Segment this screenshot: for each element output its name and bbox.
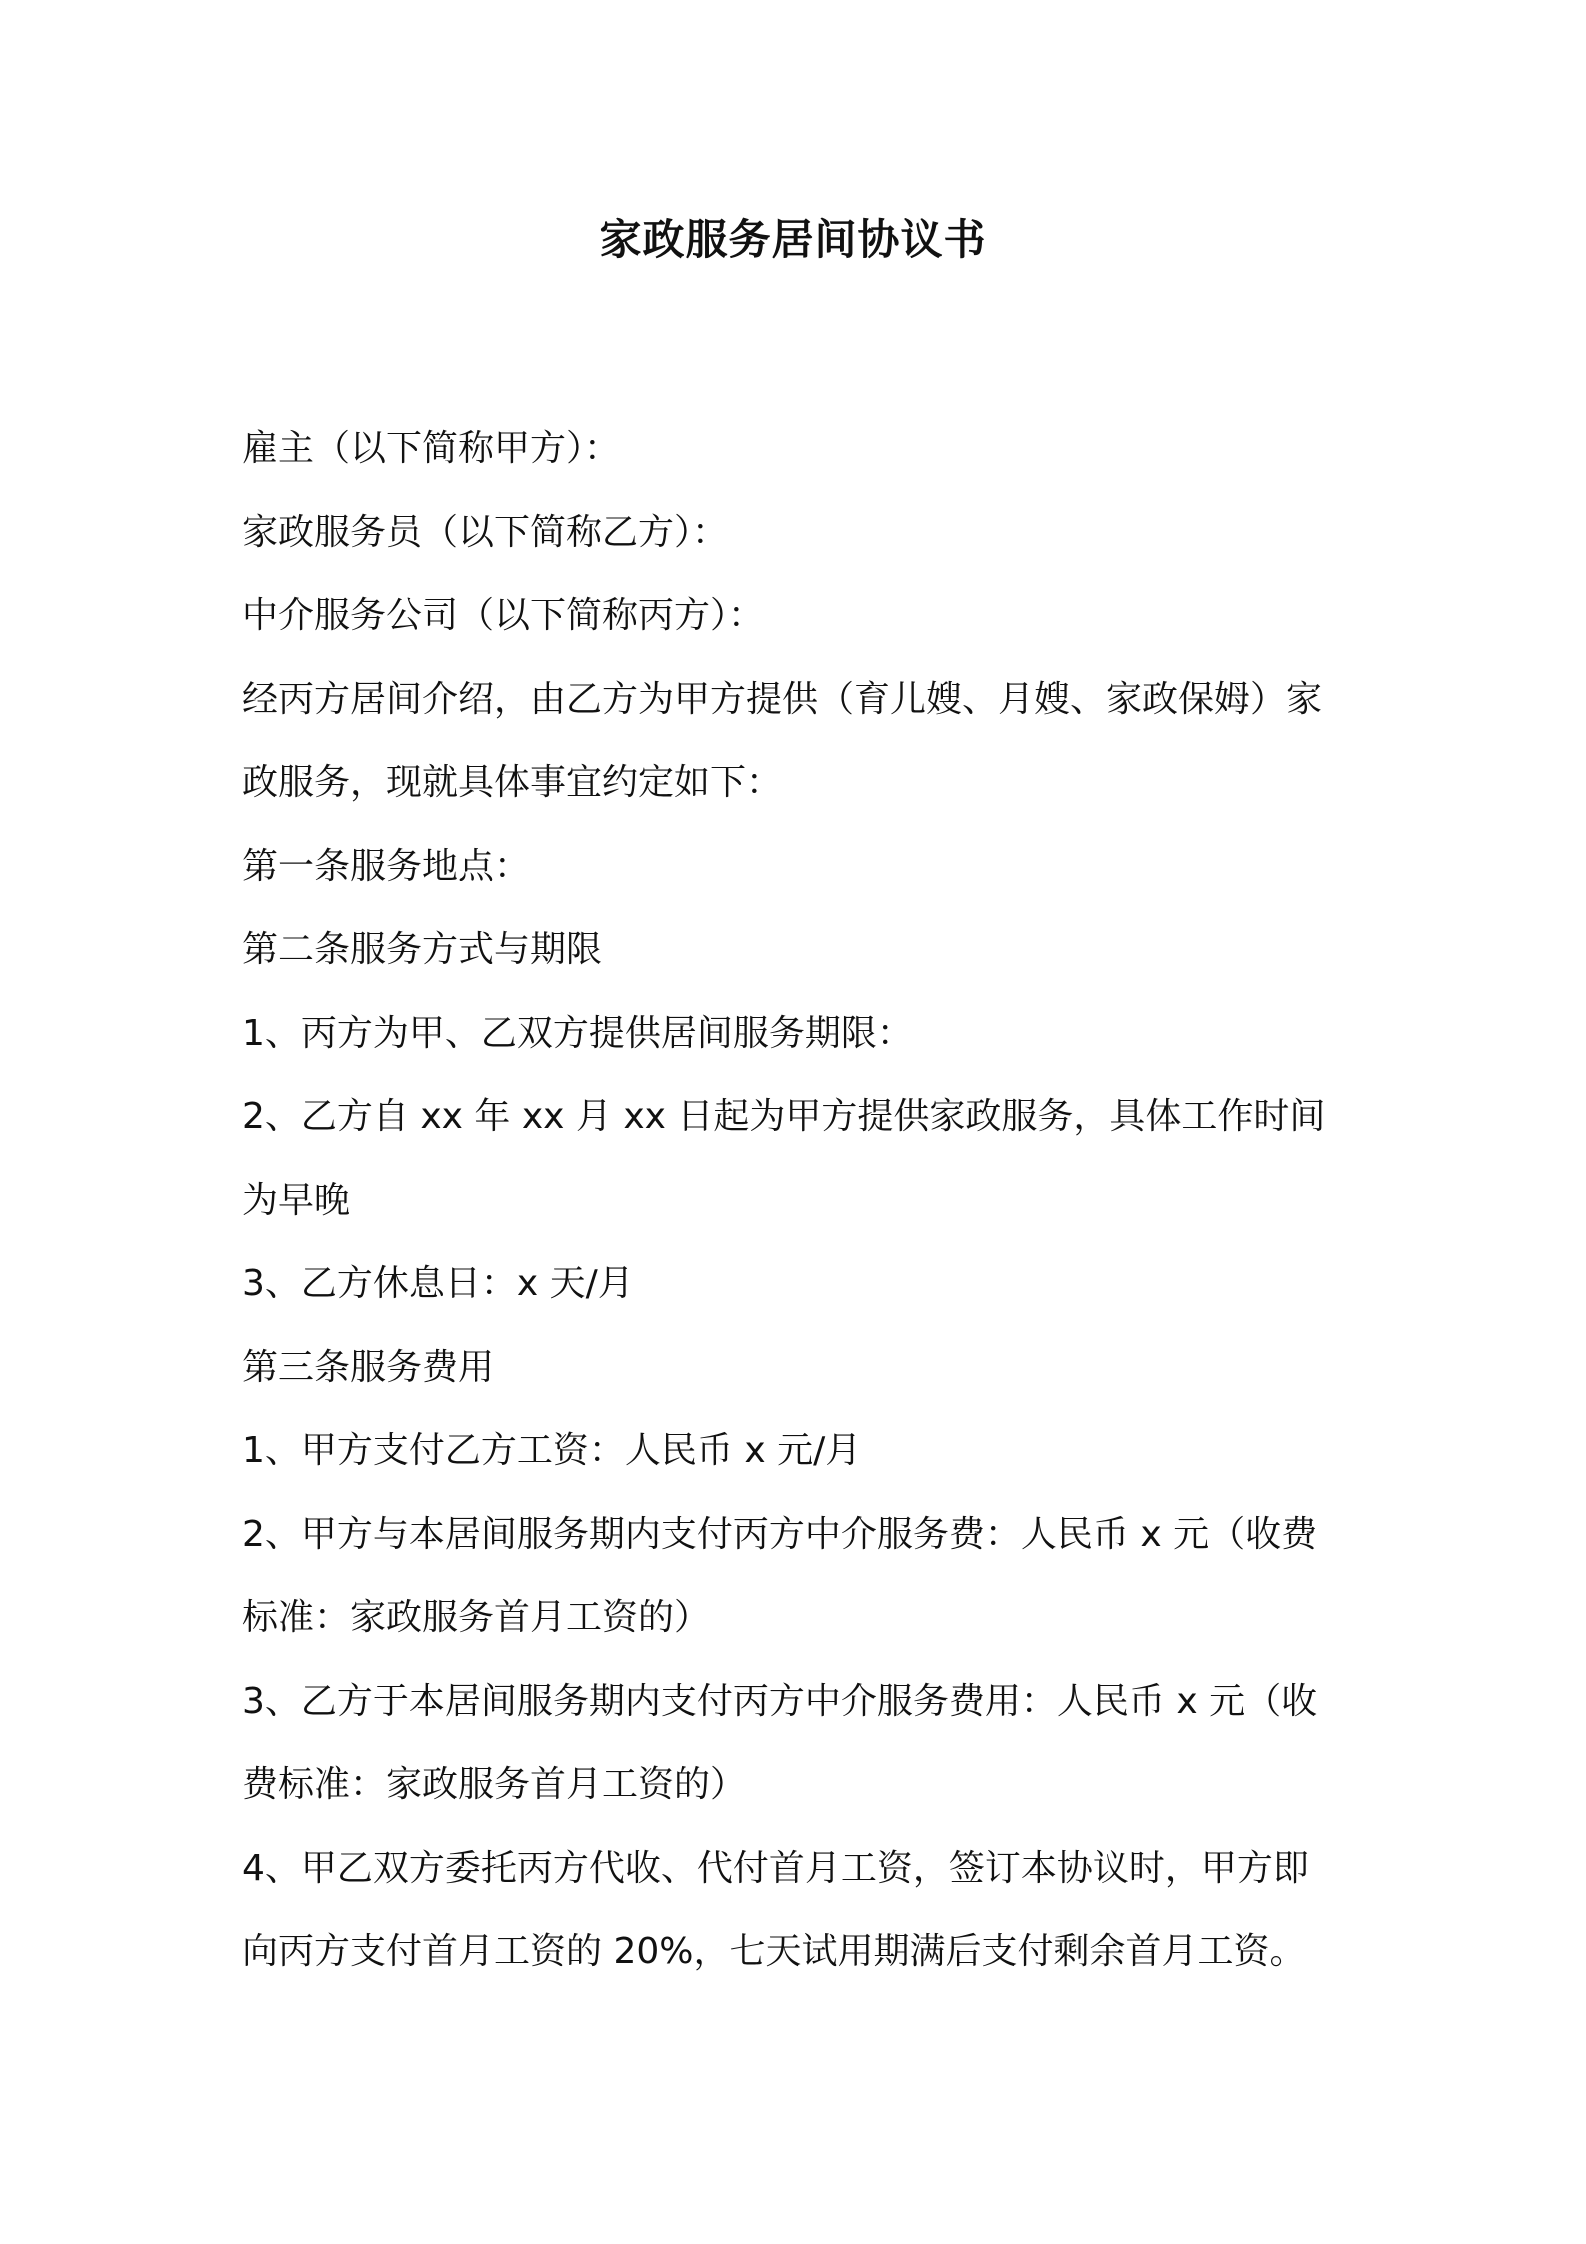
intro-paragraph-line-1: 经丙方居间介绍，由乙方为甲方提供（育儿嫂、月嫂、家政保姆）家: [242, 678, 1323, 720]
article-2-item-2-line-2: 为早晚: [242, 1179, 351, 1221]
document-title: 家政服务居间协议书: [599, 215, 987, 264]
article-3-item-2-line-1: 2、甲方与本居间服务期内支付丙方中介服务费：人民币 x 元（收费: [242, 1513, 1318, 1555]
employer-line: 雇主（以下简称甲方）：: [242, 428, 621, 469]
article-3-item-3-line-2: 费标准：家政服务首月工资的）: [242, 1764, 747, 1805]
article-2-item-3: 3、乙方休息日：x 天/月: [242, 1263, 634, 1304]
article-3-item-3-line-1: 3、乙方于本居间服务期内支付丙方中介服务费用：人民币 x 元（收: [242, 1680, 1318, 1722]
article-3-heading: 第三条服务费用: [242, 1346, 495, 1388]
document-body: [242, 407, 1362, 1994]
article-2-item-2-line-1: 2、乙方自 xx 年 xx 月 xx 日起为甲方提供家政服务，具体工作时间: [242, 1096, 1326, 1137]
article-3-item-4-line-1: 4、甲乙双方委托丙方代收、代付首月工资，签订本协议时，甲方即: [242, 1847, 1309, 1889]
article-3-item-2-line-2: 标准：家政服务首月工资的）: [242, 1597, 711, 1638]
article-3-item-4-line-2: 向丙方支付首月工资的 20%，七天试用期满后支付剩余首月工资。: [242, 1931, 1306, 1972]
domestic-worker-line: 家政服务员（以下简称乙方）：: [242, 511, 729, 553]
article-2-item-1: 1、丙方为甲、乙双方提供居间服务期限：: [242, 1012, 913, 1054]
article-1-heading: 第一条服务地点：: [242, 845, 531, 887]
article-2-heading: 第二条服务方式与期限: [242, 929, 603, 970]
agency-line: 中介服务公司（以下简称丙方）：: [242, 595, 765, 636]
article-3-item-1: 1、甲方支付乙方工资：人民币 x 元/月: [242, 1430, 862, 1471]
intro-paragraph-line-2: 政服务，现就具体事宜约定如下：: [242, 762, 783, 803]
